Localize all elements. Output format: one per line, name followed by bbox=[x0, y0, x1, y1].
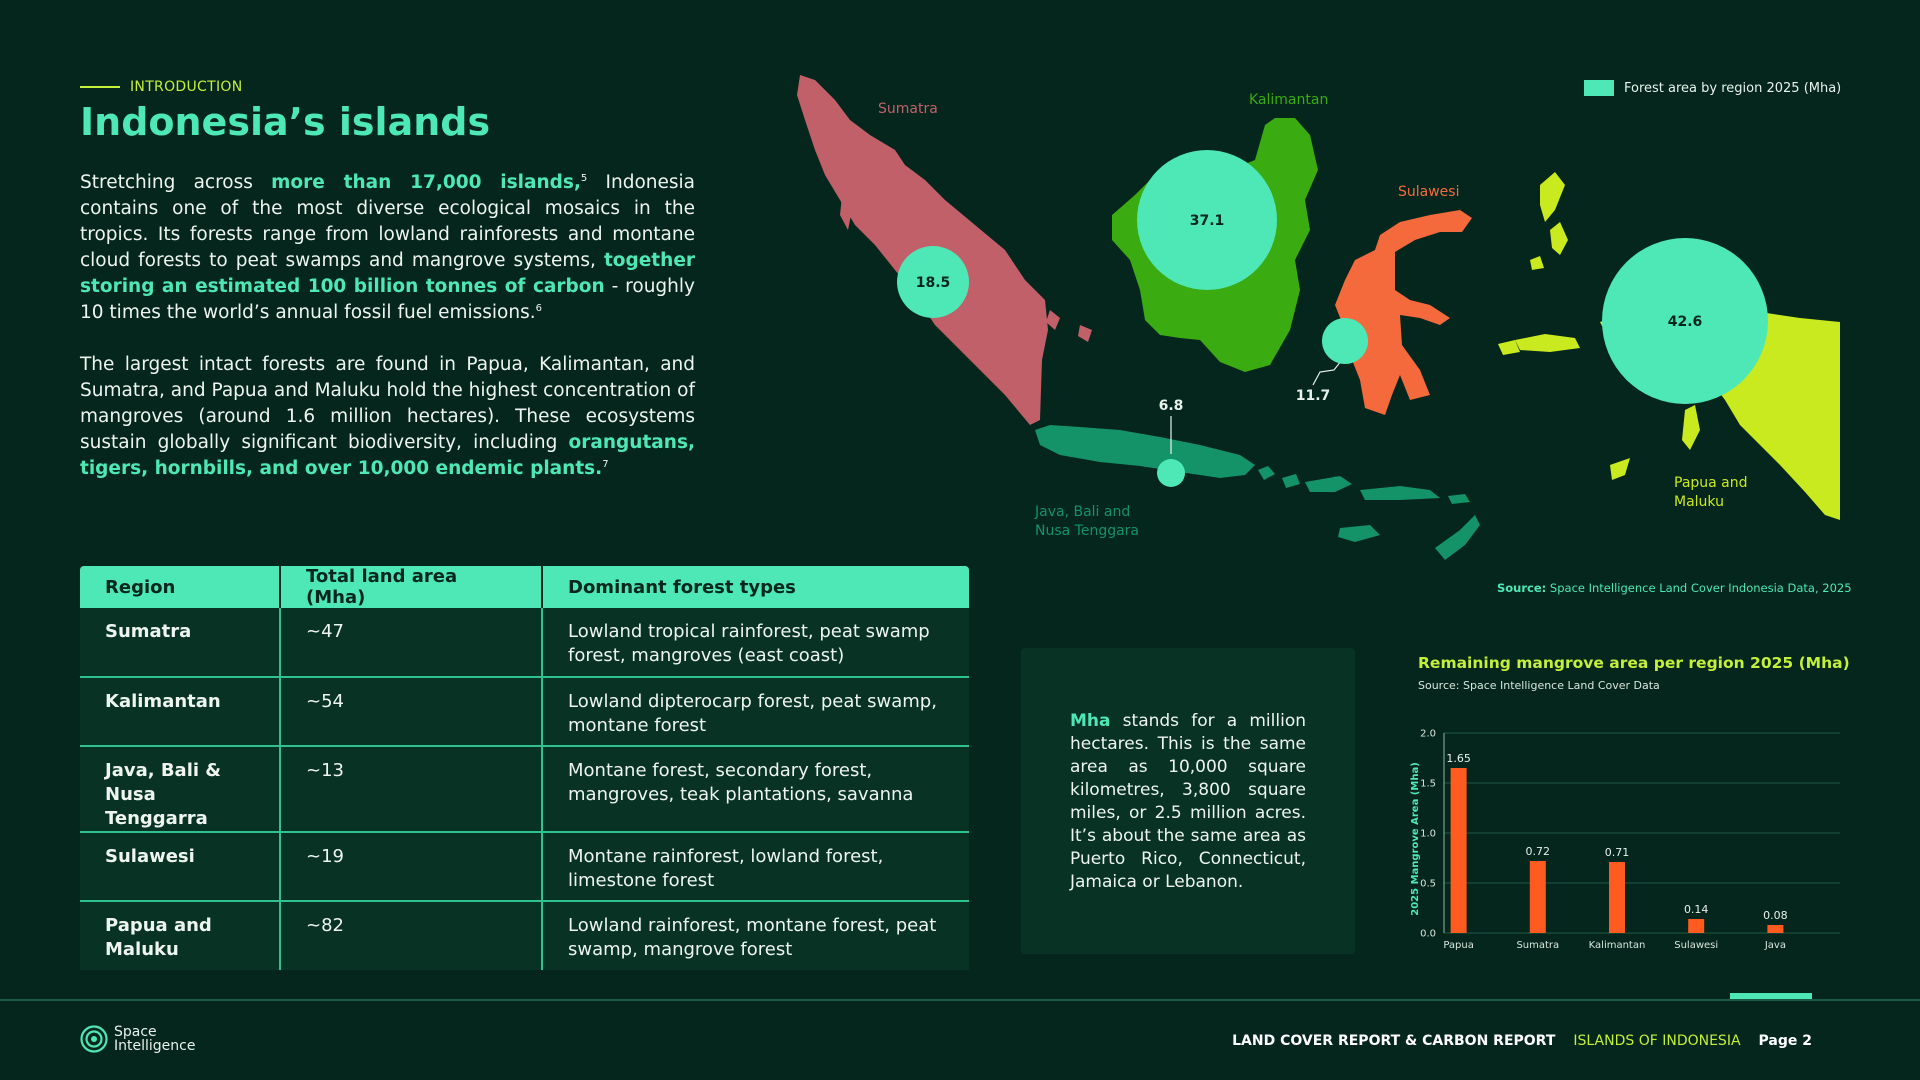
page-title: Indonesia’s islands bbox=[80, 100, 491, 144]
sulawesi-value: 11.7 bbox=[1295, 388, 1331, 404]
cell-region: Sumatra bbox=[80, 608, 280, 677]
legend-label: Forest area by region 2025 (Mha) bbox=[1624, 80, 1842, 96]
halmahera-island bbox=[1550, 222, 1568, 255]
table-row bbox=[80, 608, 969, 677]
chart-subtitle: Source: Space Intelligence Land Cover Data bbox=[1418, 679, 1660, 692]
y-tick-label: 0.5 bbox=[1420, 878, 1436, 890]
indonesia-map bbox=[780, 60, 1860, 580]
intro-paragraph-1 bbox=[80, 170, 695, 326]
kalimantan-value: 37.1 bbox=[1189, 213, 1225, 229]
java-island bbox=[1035, 425, 1255, 478]
header-forest-types: Dominant forest types bbox=[542, 566, 969, 608]
maluku-islet bbox=[1530, 256, 1544, 270]
seram-island bbox=[1515, 334, 1580, 352]
cell-area: ~19 bbox=[280, 832, 542, 901]
bar bbox=[1609, 862, 1625, 933]
section-eyebrow bbox=[80, 79, 242, 95]
footnote-ref: 6 bbox=[535, 302, 542, 314]
sumba-island bbox=[1338, 525, 1380, 542]
kalimantan-label: Kalimantan bbox=[1249, 92, 1329, 108]
page-number: Page 2 bbox=[1758, 1033, 1812, 1049]
text-run: The largest intact forests are found in Papua, Kalimantan, and Sumatra, and Papua and Maluku hold the highest concentration of mangroves (around 1.6 million hectares). These ecosystems sustain globally significant biodiversity, including bbox=[80, 354, 695, 453]
aru-island bbox=[1682, 405, 1700, 450]
cell-forest-types: Lowland tropical rainforest, peat swamp forest, mangroves (east coast) bbox=[542, 608, 969, 677]
bali-island bbox=[1258, 466, 1275, 480]
brand-line-2: Intelligence bbox=[114, 1038, 196, 1054]
y-tick-label: 1.0 bbox=[1420, 828, 1436, 840]
cell-forest-types: Lowland rainforest, montane forest, peat swamp, mangrove forest bbox=[542, 901, 969, 970]
mha-info-box bbox=[1021, 648, 1355, 954]
footnote-ref: 5 bbox=[580, 172, 588, 184]
y-axis-label: 2025 Mangrove Area (Mha) bbox=[1410, 762, 1421, 916]
cell-area: ~82 bbox=[280, 901, 542, 970]
cell-forest-types: Montane rainforest, lowland forest, limestone forest bbox=[542, 832, 969, 901]
source-text: Space Intelligence Land Cover Indonesia Data, 2025 bbox=[1549, 581, 1852, 595]
table-row bbox=[80, 677, 969, 746]
section-label: INTRODUCTION bbox=[130, 79, 243, 95]
java-label-line2: Nusa Tenggara bbox=[1035, 523, 1140, 539]
footer-divider bbox=[0, 999, 1920, 1001]
cell-region: Java, Bali & Nusa Tenggarra bbox=[80, 746, 280, 832]
region-table bbox=[80, 566, 969, 970]
footnote-ref: 7 bbox=[602, 458, 609, 470]
sumatra-label: Sumatra bbox=[878, 101, 938, 117]
java-label-line1: Java, Bali and bbox=[1035, 504, 1131, 520]
map-source bbox=[1497, 581, 1852, 595]
brand-name bbox=[114, 1025, 195, 1053]
nt-islet bbox=[1448, 494, 1470, 504]
footer-report: LAND COVER REPORT & CARBON REPORT bbox=[1232, 1033, 1556, 1049]
timor-island bbox=[1435, 515, 1480, 560]
bar-value-label: 0.71 bbox=[1604, 846, 1630, 859]
cell-region: Sulawesi bbox=[80, 832, 280, 901]
papua-label-line2: Maluku bbox=[1674, 494, 1724, 510]
papua-label-line1: Papua and bbox=[1674, 475, 1748, 491]
java-value: 6.8 bbox=[1158, 398, 1184, 414]
footer-meta bbox=[1232, 1033, 1812, 1049]
header-area: Total land area (Mha) bbox=[280, 566, 542, 608]
bar bbox=[1767, 925, 1783, 933]
y-tick-label: 1.5 bbox=[1420, 778, 1436, 790]
cell-region: Papua and Maluku bbox=[80, 901, 280, 970]
table-row bbox=[80, 746, 969, 832]
sumatra-value: 18.5 bbox=[915, 275, 951, 291]
flores-island bbox=[1360, 486, 1440, 500]
footer-section: ISLANDS OF INDONESIA bbox=[1573, 1033, 1741, 1049]
bar bbox=[1451, 768, 1467, 933]
text-run: - roughly 10 times the world’s annual fossil fuel emissions. bbox=[80, 276, 695, 323]
mha-definition bbox=[1070, 710, 1306, 894]
space-intelligence-logo-icon bbox=[80, 1025, 108, 1053]
cell-forest-types: Lowland dipterocarp forest, peat swamp, montane forest bbox=[542, 677, 969, 746]
bar-value-label: 0.08 bbox=[1763, 909, 1788, 922]
source-label: Source: bbox=[1497, 581, 1547, 595]
mangrove-bar-chart bbox=[1400, 715, 1860, 960]
x-tick-label: Java bbox=[1764, 940, 1786, 951]
java-bubble bbox=[1157, 459, 1185, 487]
cell-area: ~47 bbox=[280, 608, 542, 677]
mha-term: Mha bbox=[1070, 711, 1111, 731]
papua-value: 42.6 bbox=[1667, 314, 1703, 330]
x-tick-label: Sumatra bbox=[1516, 940, 1560, 951]
table-row bbox=[80, 901, 969, 970]
cell-area: ~13 bbox=[280, 746, 542, 832]
table-row bbox=[80, 832, 969, 901]
x-tick-label: Kalimantan bbox=[1588, 940, 1646, 951]
maluku-island bbox=[1540, 172, 1565, 222]
sulawesi-island bbox=[1335, 210, 1472, 415]
y-tick-label: 2.0 bbox=[1420, 728, 1436, 740]
sumatra-islet bbox=[1078, 325, 1092, 342]
header-region: Region bbox=[80, 566, 280, 608]
map-legend bbox=[1584, 80, 1841, 96]
brand-line-1: Space bbox=[114, 1024, 157, 1040]
brand-logo bbox=[80, 1025, 195, 1053]
cell-forest-types: Montane forest, secondary forest, mangroves, teak plantations, savanna bbox=[542, 746, 969, 832]
eyebrow-line bbox=[80, 86, 120, 88]
bar bbox=[1688, 919, 1704, 933]
intro-paragraph-2 bbox=[80, 352, 695, 482]
text-run: Indonesia contains one of the most diverse ecological mosaics in the tropics. Its forests range from lowland rainforests and montane cloud forests to peat swamps and mangrove systems, bbox=[80, 172, 695, 271]
highlight-biodiversity: orangutans, tigers, hornbills, and over 10,000 endemic plants. bbox=[80, 432, 695, 479]
bar-value-label: 1.65 bbox=[1446, 752, 1471, 765]
mha-text: stands for a million hectares. This is the same area as 10,000 square kilometres, 3,800 square miles, or 2.5 million acres. It’s about the same area as Puerto Rico, Connecticut, Jamaica or Lebanon. bbox=[1070, 711, 1306, 892]
x-tick-label: Sulawesi bbox=[1674, 940, 1719, 951]
tanimbar-island bbox=[1610, 458, 1630, 480]
highlight-islands: more than 17,000 islands, bbox=[271, 172, 581, 193]
x-tick-label: Papua bbox=[1443, 940, 1474, 951]
sumatra-islet bbox=[1046, 310, 1060, 330]
y-tick-label: 0.0 bbox=[1420, 928, 1436, 940]
sulawesi-label: Sulawesi bbox=[1398, 184, 1460, 200]
footer-accent bbox=[1730, 993, 1812, 999]
lombok-island bbox=[1282, 474, 1300, 488]
bar-value-label: 0.72 bbox=[1525, 845, 1551, 858]
bar bbox=[1530, 861, 1546, 933]
highlight-carbon: together storing an estimated 100 billion tonnes of carbon bbox=[80, 250, 695, 297]
legend-swatch bbox=[1584, 80, 1614, 96]
bar-value-label: 0.14 bbox=[1683, 903, 1709, 916]
cell-area: ~54 bbox=[280, 677, 542, 746]
sulawesi-bubble bbox=[1322, 318, 1368, 364]
cell-region: Kalimantan bbox=[80, 677, 280, 746]
intro-text bbox=[80, 170, 695, 482]
text-run: Stretching across bbox=[80, 172, 272, 193]
sumbawa-island bbox=[1305, 476, 1352, 492]
chart-title: Remaining mangrove area per region 2025 (Mha) bbox=[1418, 654, 1850, 672]
